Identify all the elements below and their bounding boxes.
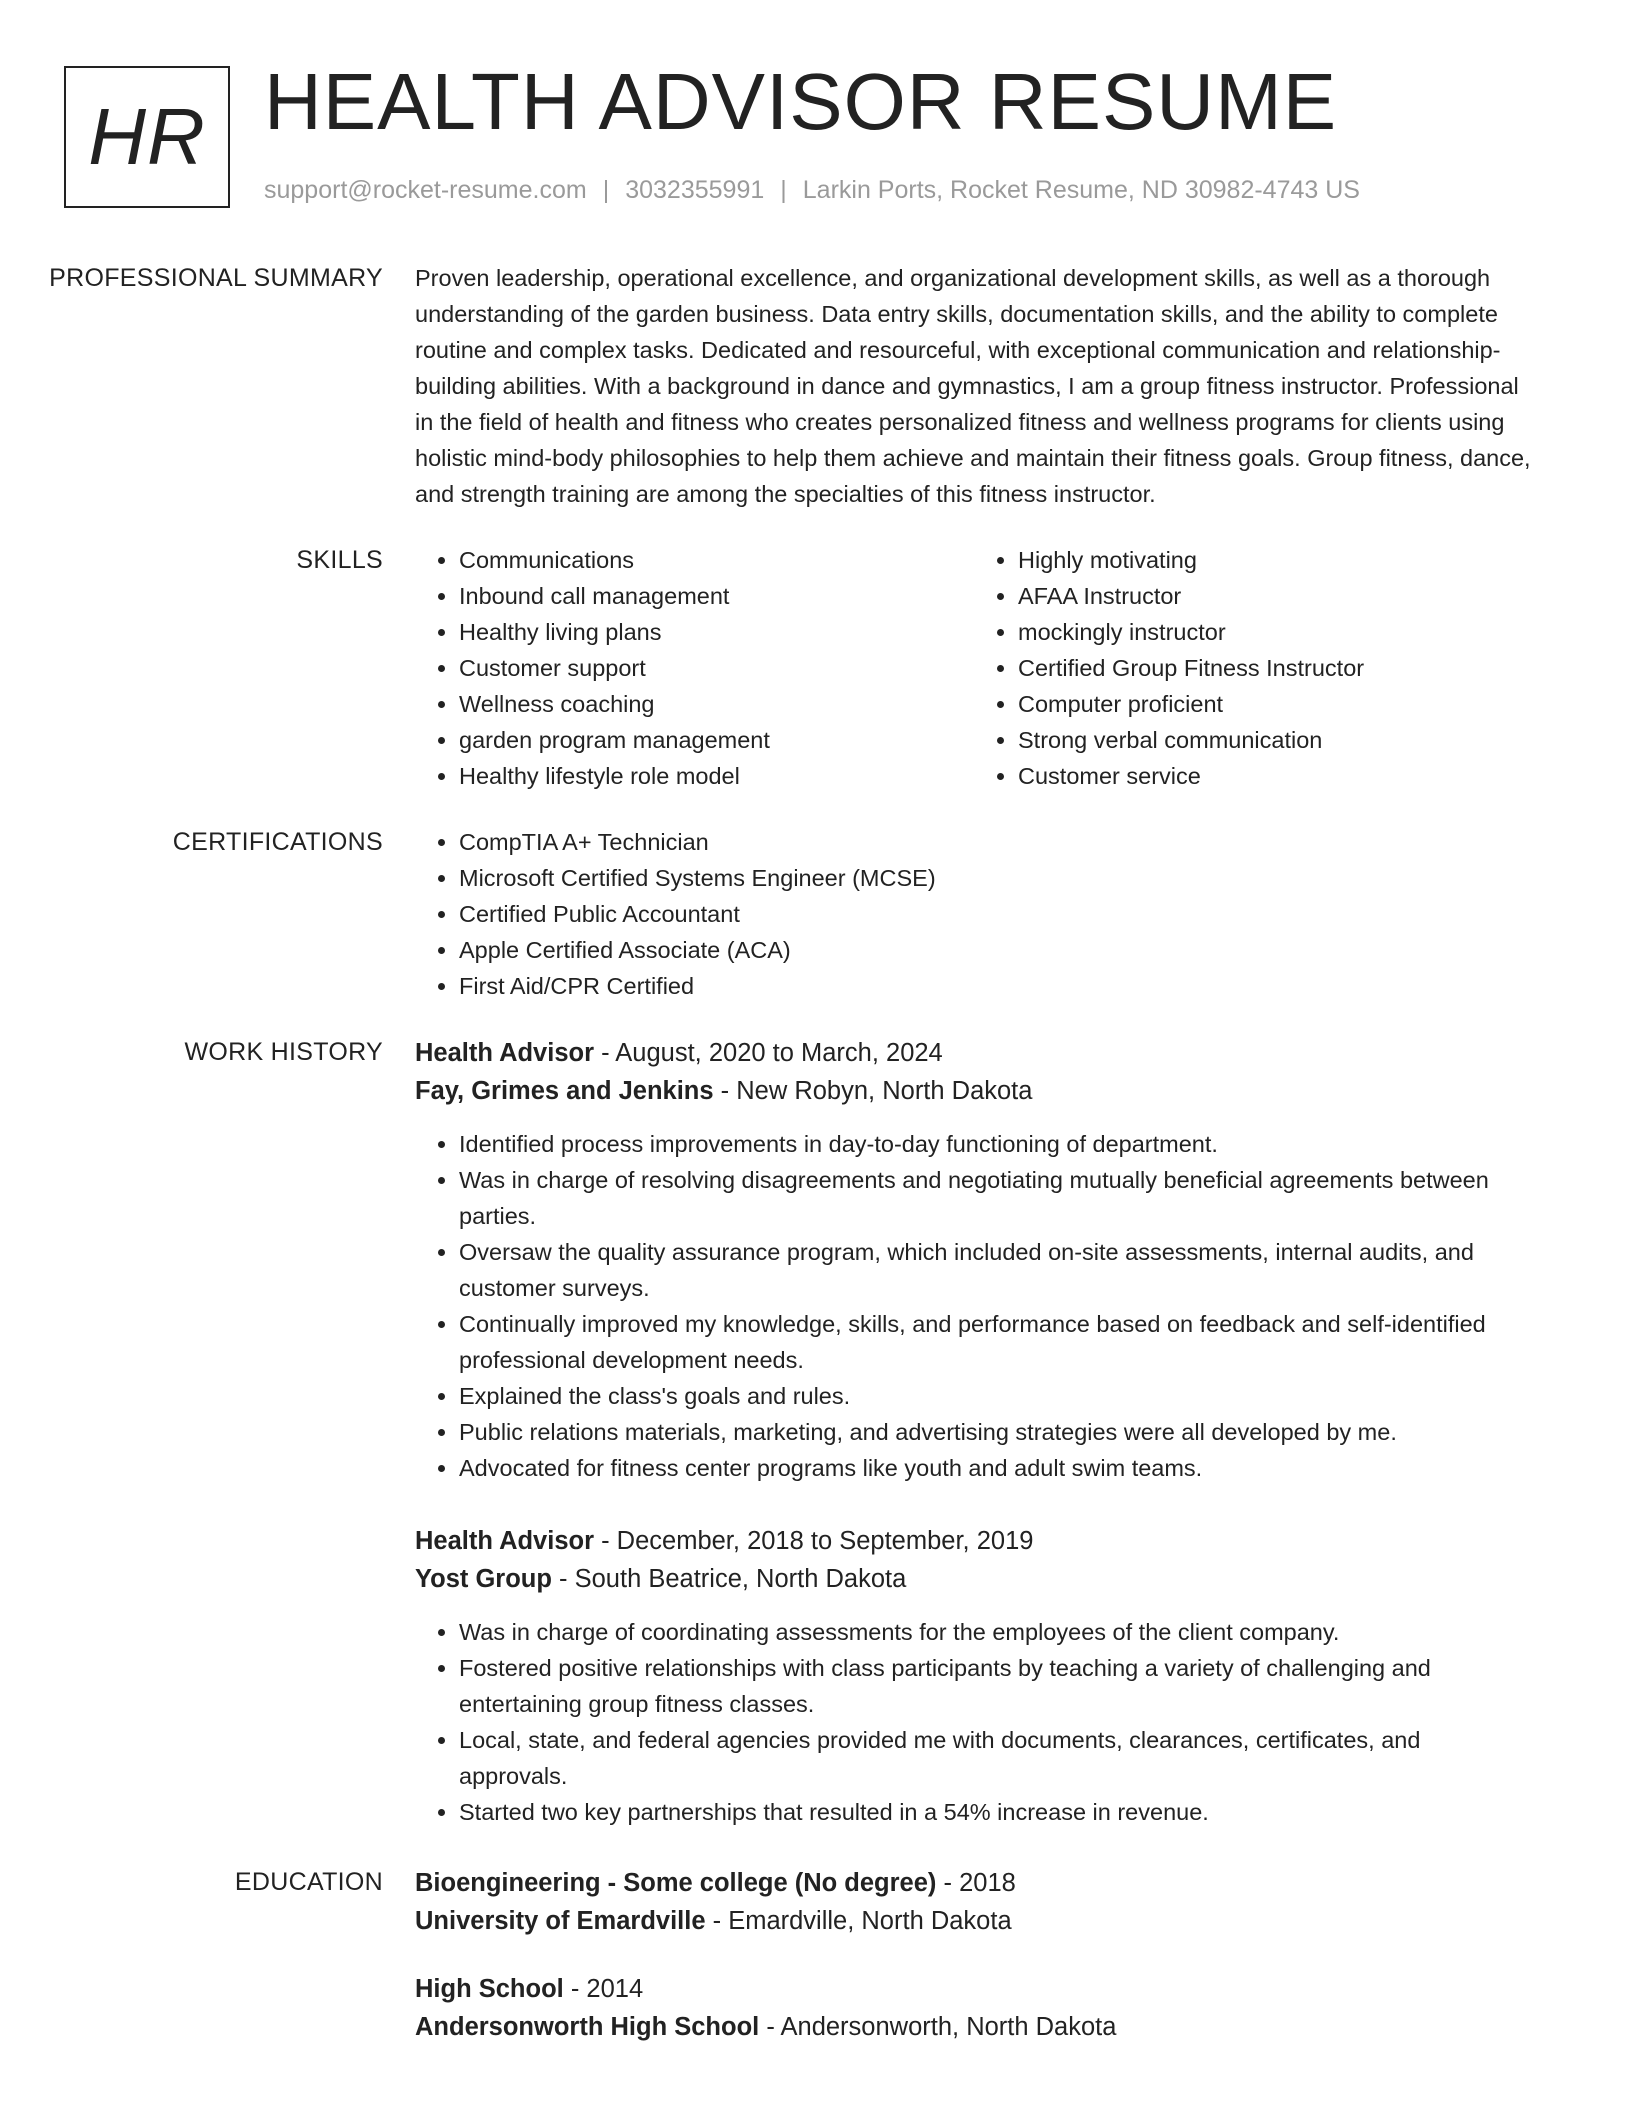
section-title: WORK HISTORY xyxy=(184,1038,383,1066)
education-school: Andersonworth High School xyxy=(415,2013,760,2041)
contact-address: Larkin Ports, Rocket Resume, ND 30982-4743 US xyxy=(802,176,1360,204)
education-year: - 2014 xyxy=(563,1975,644,2003)
education-location: - Emardville, North Dakota xyxy=(705,1907,1012,1935)
job-duties-list xyxy=(415,1126,1533,1486)
job-location: - New Robyn, North Dakota xyxy=(713,1077,1033,1105)
education-entry xyxy=(415,1864,1533,1940)
contact-phone: 3032355991 xyxy=(625,176,765,204)
skill-item: • Wellness coaching xyxy=(459,686,974,722)
education-location: - Andersonworth, North Dakota xyxy=(759,2013,1117,2041)
job-entry xyxy=(415,1522,1533,1830)
job-duty: • Identified process improvements in day-to-day functioning of department. xyxy=(459,1126,1533,1162)
job-title-line xyxy=(415,1522,1533,1560)
section-title: CERTIFICATIONS xyxy=(172,828,383,856)
contact-email: support@rocket-resume.com xyxy=(264,176,587,204)
job-duty: • Started two key partnerships that resulted in a 54% increase in revenue. xyxy=(459,1794,1533,1830)
job-company: Yost Group xyxy=(415,1565,552,1593)
job-duty: • Public relations materials, marketing, and advertising strategies were all developed by me. xyxy=(459,1414,1533,1450)
contact-separator: | xyxy=(780,176,787,204)
section-education xyxy=(0,1864,1632,2046)
certification-item: • Microsoft Certified Systems Engineer (MCSE) xyxy=(459,860,1533,896)
certification-item: • First Aid/CPR Certified xyxy=(459,968,1533,1004)
certifications-list xyxy=(415,824,1533,1004)
summary-text: Proven leadership, operational excellence, and organizational development skills, as well as a thorough understanding of the garden business. Data entry skills, documentation skills, and the ability to complete routine and complex tasks. Dedicated and resourceful, with exceptional communication and relationship-building abilities. With a background in dance and gymnastics, I am a group fitness instructor. Professional in the field of health and fitness who creates personalized fitness and wellness programs for clients using holistic mind-body philosophies to help them achieve and maintain their fitness goals. Group fitness, dance, and strength training are among the specialties of this fitness instructor. xyxy=(415,265,1531,507)
skills-list-left xyxy=(415,542,974,794)
education-degree-line xyxy=(415,1970,1533,2008)
job-role: Health Advisor xyxy=(415,1527,595,1555)
education-school-line xyxy=(415,2008,1533,2046)
job-duty: • Oversaw the quality assurance program, which included on-site assessments, internal audits, and customer surveys. xyxy=(459,1234,1533,1306)
education-degree: High School xyxy=(415,1975,564,2003)
skill-item: • Communications xyxy=(459,542,974,578)
contact-separator: | xyxy=(602,176,610,204)
skill-item: • Computer proficient xyxy=(1018,686,1533,722)
skill-item: • AFAA Instructor xyxy=(1018,578,1533,614)
section-work-history xyxy=(0,1034,1632,1830)
education-school-line xyxy=(415,1902,1533,1940)
job-duty: • Advocated for fitness center programs like youth and adult swim teams. xyxy=(459,1450,1533,1486)
page-title: HEALTH ADVISOR RESUME xyxy=(264,57,1338,146)
education-year: - 2018 xyxy=(936,1869,1016,1897)
job-duty: • Explained the class's goals and rules. xyxy=(459,1378,1533,1414)
job-company: Fay, Grimes and Jenkins xyxy=(415,1077,714,1105)
certification-item: • CompTIA A+ Technician xyxy=(459,824,1533,860)
skill-item: • Certified Group Fitness Instructor xyxy=(1018,650,1533,686)
skill-item: • garden program management xyxy=(459,722,974,758)
skill-item: • Highly motivating xyxy=(1018,542,1533,578)
skill-item: • Strong verbal communication xyxy=(1018,722,1533,758)
contact-line xyxy=(264,175,1360,205)
certification-item: • Apple Certified Associate (ACA) xyxy=(459,932,1533,968)
education-entry xyxy=(415,1970,1533,2046)
education-degree: Bioengineering - Some college (No degree) xyxy=(415,1869,937,1897)
job-dates: - December, 2018 to September, 2019 xyxy=(594,1527,1034,1555)
section-title: PROFESSIONAL SUMMARY xyxy=(49,264,383,292)
skill-item: • Inbound call management xyxy=(459,578,974,614)
job-duty: • Local, state, and federal agencies provided me with documents, clearances, certificates, and approvals. xyxy=(459,1722,1533,1794)
section-professional-summary xyxy=(0,260,1632,512)
skill-item: • Customer support xyxy=(459,650,974,686)
section-certifications xyxy=(0,824,1632,1004)
job-duties-list xyxy=(415,1614,1533,1830)
section-title: SKILLS xyxy=(296,546,383,574)
section-skills xyxy=(0,542,1632,794)
job-company-line xyxy=(415,1072,1533,1110)
education-degree-line xyxy=(415,1864,1533,1902)
skill-item: • mockingly instructor xyxy=(1018,614,1533,650)
job-role: Health Advisor xyxy=(415,1039,595,1067)
skills-list-right xyxy=(974,542,1533,794)
job-location: - South Beatrice, North Dakota xyxy=(551,1565,907,1593)
job-dates: - August, 2020 to March, 2024 xyxy=(594,1039,943,1067)
skill-item: • Healthy living plans xyxy=(459,614,974,650)
monogram-logo: HR xyxy=(64,66,230,208)
job-company-line xyxy=(415,1560,1533,1598)
resume-sections xyxy=(0,260,1632,2046)
job-duty: • Fostered positive relationships with class participants by teaching a variety of challenging and entertaining group fitness classes. xyxy=(459,1650,1533,1722)
job-duty: • Was in charge of coordinating assessments for the employees of the client company. xyxy=(459,1614,1533,1650)
skill-item: • Customer service xyxy=(1018,758,1533,794)
job-duty: • Continually improved my knowledge, skills, and performance based on feedback and self-identified professional development needs. xyxy=(459,1306,1533,1378)
section-title: EDUCATION xyxy=(234,1868,383,1896)
job-title-line xyxy=(415,1034,1533,1072)
job-entry xyxy=(415,1034,1533,1486)
skill-item: • Healthy lifestyle role model xyxy=(459,758,974,794)
education-school: University of Emardville xyxy=(415,1907,706,1935)
job-duty: • Was in charge of resolving disagreements and negotiating mutually beneficial agreements between parties. xyxy=(459,1162,1533,1234)
certification-item: • Certified Public Accountant xyxy=(459,896,1533,932)
